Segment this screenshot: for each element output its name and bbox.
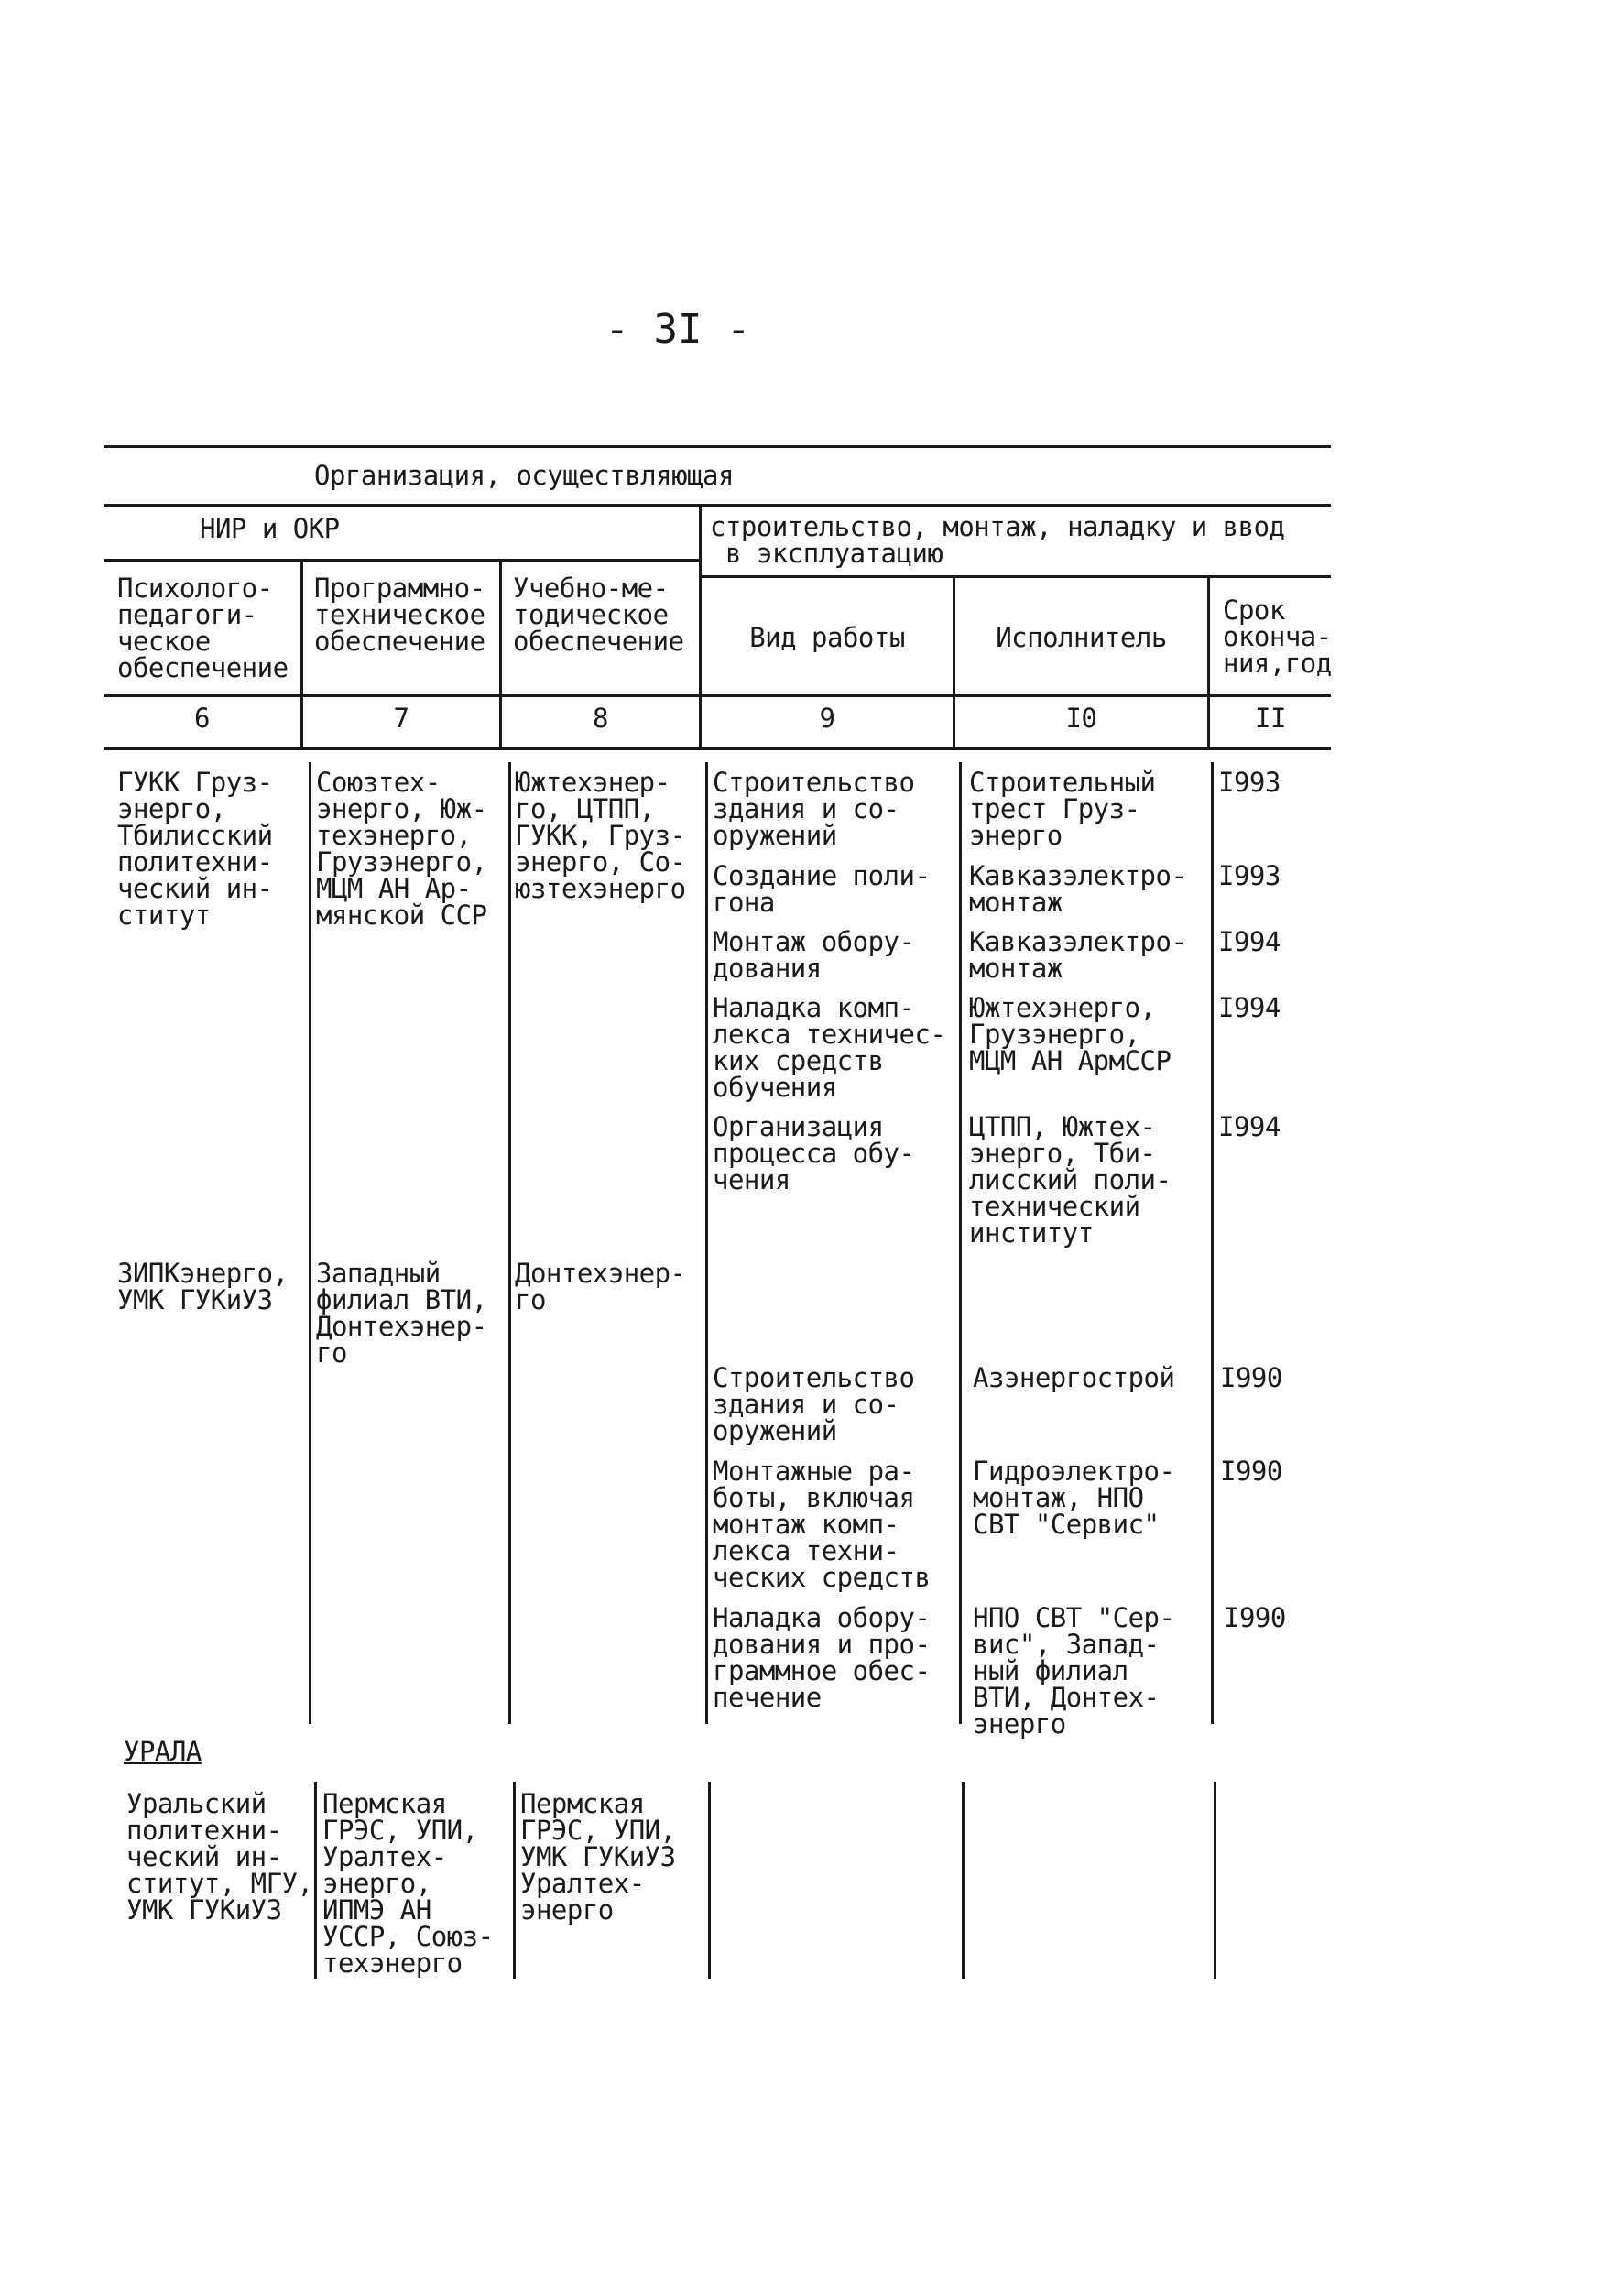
g2-year-1: I990 [1220,1362,1282,1393]
g1-exec-5: ЦТПП, Южтех- энерго, Тби- лисский поли- технический институт [969,1111,1172,1249]
col11-label: Срок оконча- ния,год [1223,595,1332,679]
g3-col7: Пермская ГРЭС, УПИ, Уралтех- энерго, ИПМЭ АН УССР, Союз- техэнерго [322,1788,494,1979]
vline-ural-11 [1214,1782,1216,1979]
header-construction: строительство, монтаж, наладку и ввод в эксплуатацию [710,511,1285,569]
g1-work-3: Монтаж обору- дования [713,926,915,984]
vline-ural-8 [513,1782,516,1979]
g1-exec-3: Кавказэлектро- монтаж [969,926,1187,984]
g1-col6: ГУКК Груз- энерго, Тбилисский политехни- ческий ин- ститут [117,767,273,931]
g2-work-1: Строительство здания и со- оружений [713,1362,915,1446]
rule-top [104,445,1331,448]
col9-label: Вид работы [749,622,905,653]
col7-label: Программно- техническое обеспечение [314,573,485,657]
col6-num: 6 [194,703,210,734]
col11-num: II [1255,703,1286,734]
col6-label: Психолого- педагоги- ческое обеспечение [117,573,289,683]
g1-work-1: Строительство здания и со- оружений [713,767,915,851]
g1-exec-2: Кавказэлектро- монтаж [969,860,1187,918]
page-number: - 3I - [605,306,751,353]
col8-num: 8 [593,703,608,734]
vline-body-10 [959,762,962,1724]
rule-labels [104,694,1331,697]
g2-year-2: I990 [1220,1456,1282,1487]
g1-exec-4: Южтехэнерго, Грузэнерго, МЦМ АН АрмССР [969,992,1172,1076]
g3-col6: Уральский политехни- ческий ин- ститут, МГУ, УМК ГУКиУЗ [126,1788,313,1925]
g1-year-2: I993 [1218,860,1281,891]
col8-label: Учебно-ме- тодическое обеспечение [513,573,684,657]
vline-ural-7 [314,1782,317,1979]
rule-org [104,504,1331,507]
vline-body-7 [309,762,311,1724]
g3-col8: Пермская ГРЭС, УПИ, УМК ГУКиУЗ Уралтех- энерго [520,1788,676,1925]
g2-work-2: Монтажные ра- боты, включая монтаж комп- лекса техни- ческих средств [713,1456,931,1593]
rule-numbers [104,747,1331,750]
g1-year-4: I994 [1218,992,1281,1023]
col10-num: I0 [1065,703,1097,734]
vline-body-11 [1211,762,1214,1724]
col10-label: Исполнитель [996,622,1167,653]
vline-ural-10 [962,1782,965,1979]
col7-num: 7 [393,703,409,734]
g2-col8: Донтехэнер- го [515,1258,686,1315]
section-heading: УРАЛА [124,1736,202,1767]
g2-exec-3: НПО СВТ "Сер- вис", Запад- ный филиал ВТИ, Донтех- энерго [973,1602,1175,1740]
vline-body-9 [705,762,708,1724]
g2-col6: ЗИПКэнерго, УМК ГУКиУЗ [117,1258,289,1315]
g1-work-5: Организация процесса обу- чения [713,1111,915,1195]
g1-work-4: Наладка комп- лекса техничес- ких средств обучения [713,992,946,1103]
header-nir-okr: НИР и ОКР [200,513,340,544]
rule-nir [104,559,699,562]
g2-exec-1: Азэнергострой [973,1362,1175,1393]
g2-col7: Западный филиал ВТИ, Донтехэнер- го [316,1258,487,1369]
g1-year-1: I993 [1218,767,1281,798]
vline-ural-9 [708,1782,711,1979]
g1-col7: Союзтех- энерго, Юж- техэнерго, Грузэнерго, МЦМ АН Ар- мянской ССР [316,767,487,931]
g2-work-3: Наладка обору- дования и про- граммное обес- печение [713,1602,931,1713]
vline-body-8 [508,762,511,1724]
g2-year-3: I990 [1224,1602,1286,1633]
col9-num: 9 [819,703,835,734]
g1-col8: Южтехэнер- го, ЦТПП, ГУКК, Груз- энерго, Со- юзтехэнерго [515,767,686,904]
g1-exec-1: Строительный трест Груз- энерго [969,767,1156,851]
g1-work-2: Создание поли- гона [713,860,931,918]
header-org: Организация, осуществляющая [314,460,734,491]
g1-year-5: I994 [1218,1111,1281,1142]
g2-exec-2: Гидроэлектро- монтаж, НПО СВТ "Сервис" [973,1456,1175,1540]
g1-year-3: I994 [1218,926,1281,957]
rule-construction [699,575,1331,578]
